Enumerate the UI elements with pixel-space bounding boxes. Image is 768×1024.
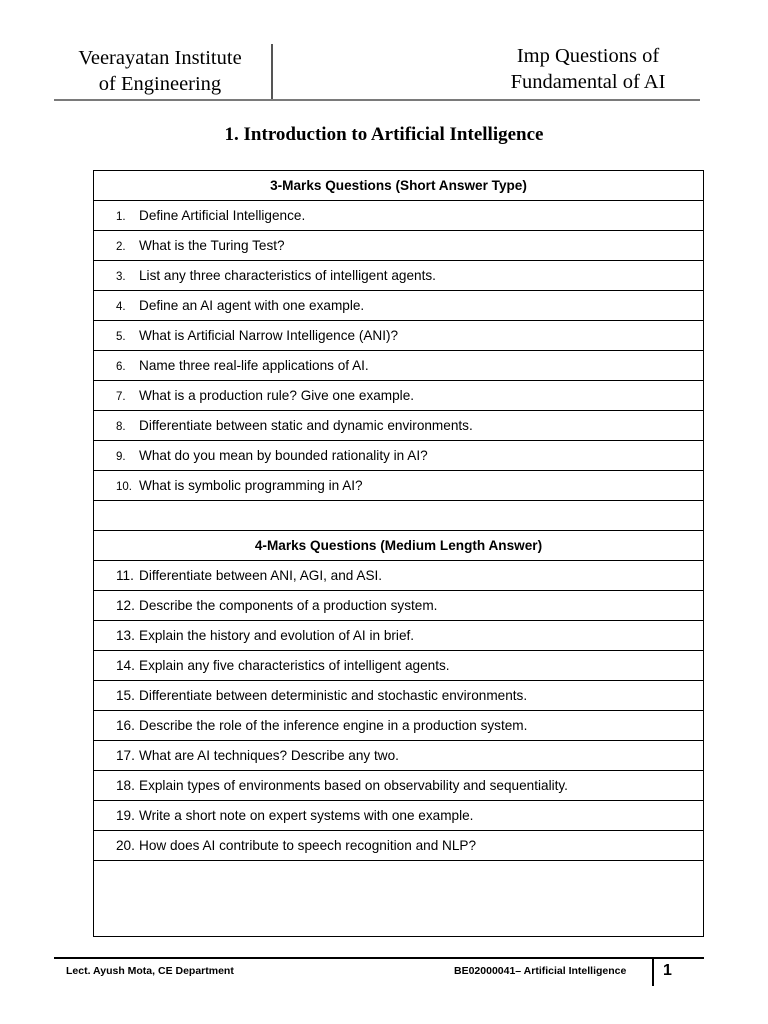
question-item [94, 801, 704, 831]
table-row [94, 321, 704, 351]
question-number: 10. [116, 481, 132, 493]
table-row [94, 801, 704, 831]
table-row [94, 411, 704, 441]
section2-heading: 4-Marks Questions (Medium Length Answer) [94, 531, 704, 561]
question-number: 9. [116, 451, 126, 463]
question-number: 19. [116, 808, 135, 823]
question-text: What is symbolic programming in AI? [139, 478, 363, 493]
page-title: 1. Introduction to Artificial Intelligence [224, 124, 544, 145]
institute-name [55, 45, 265, 97]
question-text: What is Artificial Narrow Intelligence (ANI)? [139, 328, 399, 343]
question-item [94, 591, 704, 621]
table-row [94, 681, 704, 711]
question-item [94, 261, 704, 291]
section-header-row [94, 171, 704, 201]
question-item [94, 681, 704, 711]
question-text: Name three real-life applications of AI. [139, 358, 369, 373]
table-row [94, 591, 704, 621]
question-item [94, 771, 704, 801]
table-row [94, 831, 704, 861]
table-row [94, 561, 704, 591]
question-item [94, 351, 704, 381]
footer-author: Lect. Ayush Mota, CE Department [66, 965, 234, 977]
question-text: Differentiate between deterministic and stochastic environments. [139, 688, 528, 703]
question-text: Explain types of environments based on observability and sequentiality. [139, 778, 568, 793]
question-text: Define an AI agent with one example. [139, 298, 365, 313]
question-item [94, 321, 704, 351]
question-number: 2. [116, 241, 126, 253]
section-header-row [94, 531, 704, 561]
question-text: Differentiate between static and dynamic environments. [139, 418, 473, 433]
document-subject [478, 43, 698, 95]
institute-name-line1: Veerayatan Institute [78, 47, 242, 69]
question-item [94, 471, 704, 501]
table-row [94, 741, 704, 771]
question-item [94, 831, 704, 861]
footer-rule [54, 957, 704, 959]
question-text: How does AI contribute to speech recognition and NLP? [139, 838, 477, 853]
question-item [94, 621, 704, 651]
blank-cell [94, 501, 704, 531]
header-divider [271, 44, 273, 100]
blank-row [94, 501, 704, 531]
table-row [94, 291, 704, 321]
document-subject-line1: Imp Questions of [516, 45, 660, 67]
questions-table [93, 170, 704, 937]
question-number: 12. [116, 598, 135, 613]
question-text: Write a short note on expert systems with one example. [139, 808, 474, 823]
table-row [94, 471, 704, 501]
blank-row [94, 861, 704, 937]
question-text: Describe the components of a production system. [139, 598, 438, 613]
question-item [94, 201, 704, 231]
question-text: Explain the history and evolution of AI in brief. [139, 628, 415, 643]
question-item [94, 561, 704, 591]
question-number: 13. [116, 628, 135, 643]
page-number: 1 [663, 962, 672, 979]
question-text: Explain any five characteristics of intelligent agents. [139, 658, 450, 673]
question-number: 8. [116, 421, 126, 433]
institute-name-line2: of Engineering [98, 73, 222, 95]
question-item [94, 411, 704, 441]
question-text: What are AI techniques? Describe any two. [139, 748, 399, 763]
question-number: 18. [116, 778, 135, 793]
table-row [94, 381, 704, 411]
question-number: 16. [116, 718, 135, 733]
question-text: List any three characteristics of intelligent agents. [139, 268, 436, 283]
table-row [94, 201, 704, 231]
document-subject-line2: Fundamental of AI [510, 71, 666, 93]
table-row [94, 771, 704, 801]
question-item [94, 231, 704, 261]
question-item [94, 441, 704, 471]
question-item [94, 381, 704, 411]
question-number: 14. [116, 658, 135, 673]
question-number: 1. [116, 211, 126, 223]
question-text: What is a production rule? Give one example. [139, 388, 415, 403]
question-number: 15. [116, 688, 135, 703]
header-rule [54, 99, 700, 101]
footer-course: BE02000041– Artificial Intelligence [454, 965, 627, 977]
table-row [94, 351, 704, 381]
question-item [94, 711, 704, 741]
question-number: 3. [116, 271, 126, 283]
question-number: 11. [116, 568, 134, 583]
question-number: 7. [116, 391, 126, 403]
question-item [94, 291, 704, 321]
table-row [94, 441, 704, 471]
question-number: 5. [116, 331, 126, 343]
question-number: 4. [116, 301, 126, 313]
question-number: 20. [116, 838, 135, 853]
table-row [94, 231, 704, 261]
question-number: 6. [116, 361, 126, 373]
question-text: Differentiate between ANI, AGI, and ASI. [139, 568, 383, 583]
question-text: What do you mean by bounded rationality in AI? [139, 448, 428, 463]
table-row [94, 261, 704, 291]
blank-cell [94, 861, 704, 937]
question-item [94, 651, 704, 681]
table-row [94, 711, 704, 741]
question-number: 17. [116, 748, 135, 763]
question-text: What is the Turing Test? [139, 238, 285, 253]
table-row [94, 621, 704, 651]
question-text: Define Artificial Intelligence. [139, 208, 306, 223]
question-item [94, 741, 704, 771]
section1-heading: 3-Marks Questions (Short Answer Type) [94, 171, 704, 201]
footer-divider [652, 958, 654, 986]
question-text: Describe the role of the inference engine in a production system. [139, 718, 528, 733]
table-row [94, 651, 704, 681]
